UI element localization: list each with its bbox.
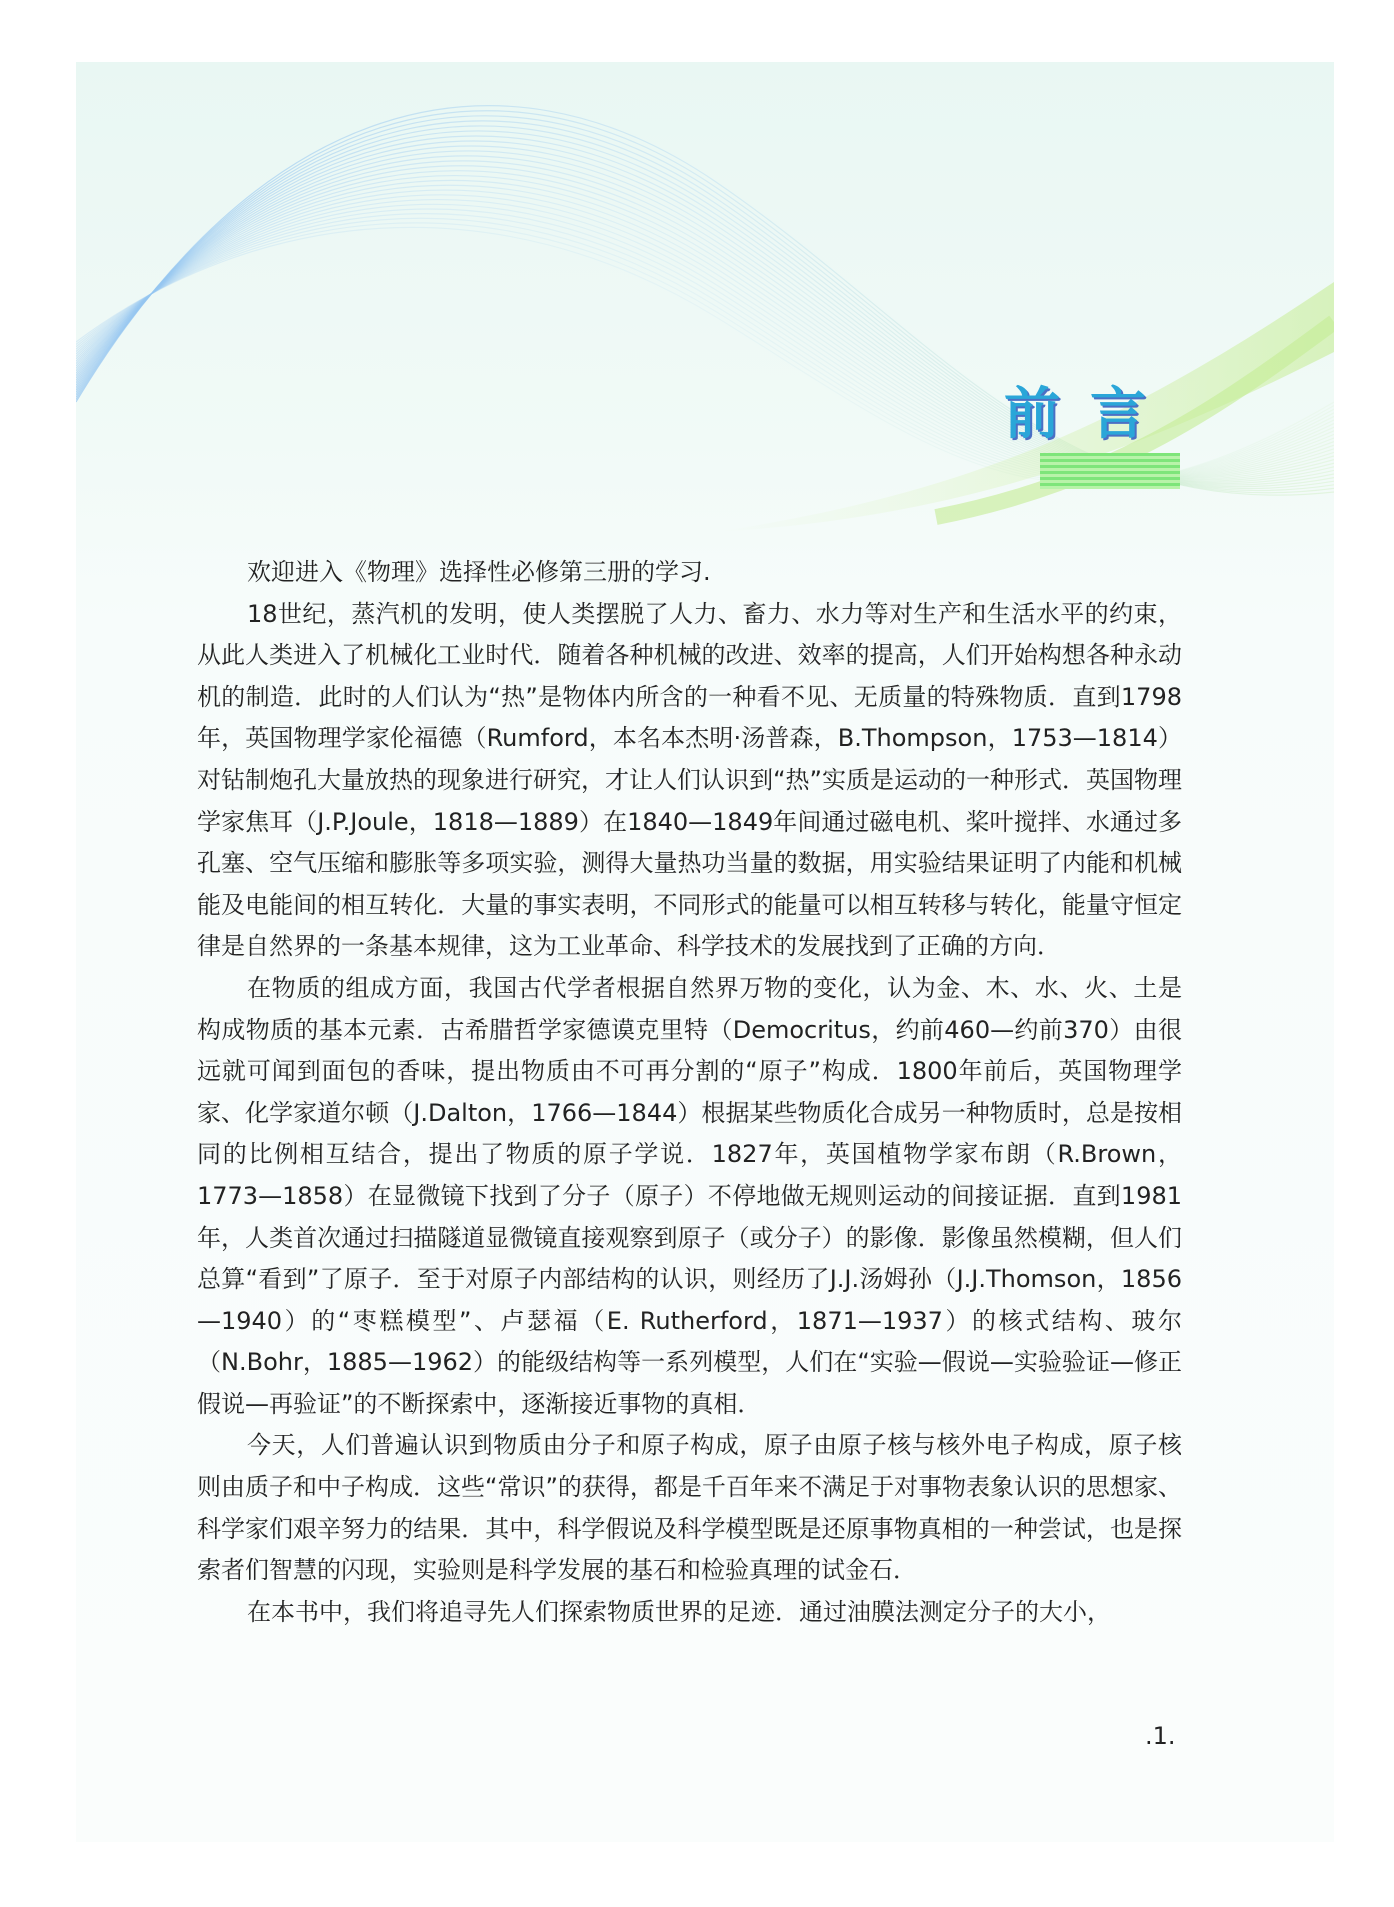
- wave-decoration: [76, 62, 1334, 582]
- title-underline-bar: [1040, 453, 1180, 489]
- body-text: [197, 552, 1182, 1633]
- paragraph-2: 18世纪，蒸汽机的发明，使人类摆脱了人力、畜力、水力等对生产和生活水平的约束，从此人类进入了机械化工业时代．随着各种机械的改进、效率的提高，人们开始构想各种永动机的制造．此时的人们认为“热”是物体内所含的一种看不见、无质量的特殊物质．直到1798年，英国物理学家伦福德（Rumford，本名本杰明·汤普森，B.Thompson，1753—1814）对钻制炮孔大量放热的现象进行研究，才让人们认识到“热”实质是运动的一种形式．英国物理学家焦耳（J.P.Joule，1818—1889）在1840—1849年间通过磁电机、桨叶搅拌、水通过多孔塞、空气压缩和膨胀等多项实验，测得大量热功当量的数据，用实验结果证明了内能和机械能及电能间的相互转化．大量的事实表明，不同形式的能量可以相互转移与转化，能量守恒定律是自然界的一条基本规律，这为工业革命、科学技术的发展找到了正确的方向．: [197, 599, 1182, 961]
- paragraph-1: 欢迎进入《物理》选择性必修第三册的学习.: [247, 558, 711, 586]
- paragraph-5: 在本书中，我们将追寻先人们探索物质世界的足迹．通过油膜法测定分子的大小，: [247, 1597, 1111, 1626]
- page-number: .1.: [1145, 1722, 1176, 1750]
- paragraph-4: 今天，人们普遍认识到物质由分子和原子构成，原子由原子核与核外电子构成，原子核则由质子和中子构成．这些“常识”的获得，都是千百年来不满足于对事物表象认识的思想家、科学家们艰辛努力的结果．其中，科学假说及科学模型既是还原事物真相的一种尝试，也是探索者们智慧的闪现，实验则是科学发展的基石和检验真理的试金石．: [197, 1431, 1182, 1585]
- page-title: 前言: [1004, 381, 1176, 447]
- paragraph-3: 在物质的组成方面，我国古代学者根据自然界万物的变化，认为金、木、水、火、土是构成物质的基本元素．古希腊哲学家德谟克里特（Democritus，约前460—约前370）由很远就可闻到面包的香味，提出物质由不可再分割的“原子”构成．1800年前后，英国物理学家、化学家道尔顿（J.Dalton，1766—1844）根据某些物质化合成另一种物质时，总是按相同的比例相互结合，提出了物质的原子学说．1827年，英国植物学家布朗（R.Brown，1773—1858）在显微镜下找到了分子（原子）不停地做无规则运动的间接证据．直到1981年，人类首次通过扫描隧道显微镜直接观察到原子（或分子）的影像．影像虽然模糊，但人们总算“看到”了原子．至于对原子内部结构的认识，则经历了J.J.汤姆孙（J.J.Thomson，1856—1940）的“枣糕模型”、卢瑟福（E. Rutherford，1871—1937）的核式结构、玻尔（N.Bohr，1885—1962）的能级结构等一系列模型，人们在“实验—假说—实验验证—修正假说—再验证”的不断探索中，逐渐接近事物的真相．: [197, 973, 1182, 1418]
